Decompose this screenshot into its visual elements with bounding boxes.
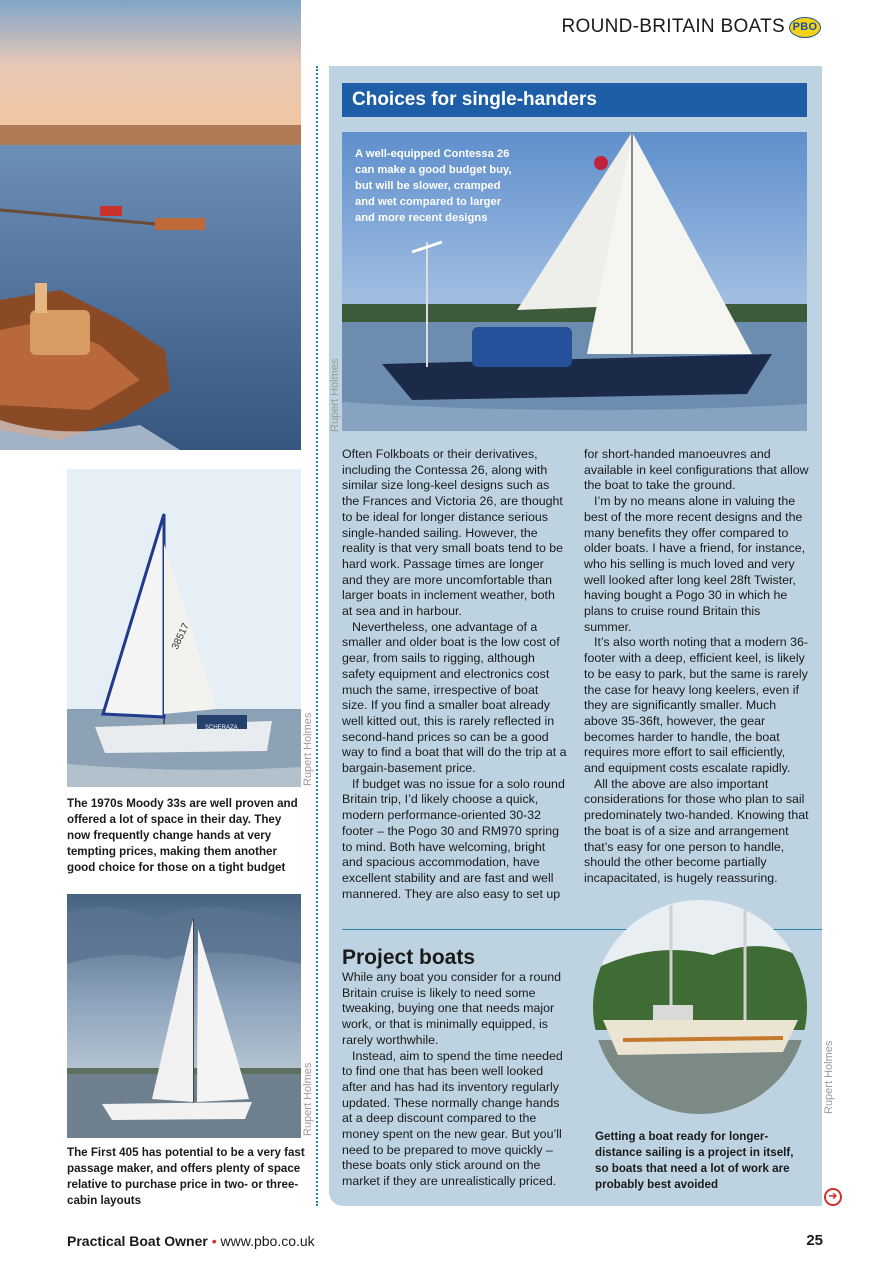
page-number: 25 [806,1232,823,1249]
contessa-photo [342,132,807,431]
footer-url[interactable]: www.pbo.co.uk [220,1233,315,1249]
moody-sail-number: 38517 [170,621,192,652]
pbo-logo: PBO [789,17,821,38]
footer-separator: • [211,1233,217,1249]
box-column-1 [342,447,567,902]
box-col1-para-3: If budget was no issue for a solo round Britain trip, I’d likely choose a quick, modern performance-oriented 30-32 footer – the Pogo 30 and RM970 spring to mind. Both have welcoming, bright and spacious accommodation, have excellent stability and are fast and well mannered. They are also easy to set up [342,776,565,901]
column-divider [316,66,318,1206]
section-label [561,16,821,38]
box-column-2 [584,447,809,887]
first405-photo-credit: Rupert Holmes [302,1062,314,1136]
box-col1-para-1: Often Folkboats or their derivatives, including the Contessa 26, along with similar size long-keel designs such as the Frances and Victoria 26, are thought to be ideal for longer distance serious single-handed sailing. However, the reality is that very small boats tend to be hard work. Passage times are longer and they are more uncomfortable than larger boats in inclement weather, both at sea and in harbour. [342,447,564,619]
project-para-2: Instead, aim to spend the time needed to find one that has been well looked after and has had its inventory regularly updated. These normally change hands at a deep discount compared to the money spent on the new gear. But you’ll need to be prepared to move quickly – these boats only stick around on the market if they are unrealistically priced. [342,1048,563,1189]
contessa-photo-credit: Rupert Holmes [329,358,341,432]
aerial-photo [0,0,301,450]
box-col2-para-1: for short-handed manoeuvres and available in keel configurations that allow the boat to take the ground. [584,447,809,493]
moody-photo [67,469,301,787]
first405-caption: The First 405 has potential to be a very fast passage maker, and offers plenty of space relative to purchase price in two- or three-cabin layouts [67,1146,305,1207]
box-col1-para-2: Nevertheless, one advantage of a smaller and older boat is the low cost of gear, from sails to rigging, although safety equipment and electronics cost much the same, irrespective of boat size. If you find a smaller boat already well kitted out, this is rarely reflected in second-hand prices so can be a good way to find a boat that will do the trip at a bargain-basement price. [342,619,567,776]
box-title: Choices for single-handers [342,83,807,117]
section-title: ROUND-BRITAIN BOATS [561,16,785,37]
contessa-caption: A well-equipped Contessa 26 can make a good budget buy, but will be slower, cramped and wet compared to larger and more recent designs [355,148,512,224]
moody-hull-name: SCHERAZA [205,725,238,731]
magazine-name: Practical Boat Owner [67,1233,208,1249]
box-col2-para-2: I’m by no means alone in valuing the best of the more recent designs and the many benefits they offer compared to older boats. I have a friend, for instance, who his selling is much loved and very well looked after long keel 28ft Twister, having bought a Pogo 30 in which he plans to cruise round Britain this summer. [584,494,806,634]
project-boat-photo [593,900,807,1114]
box-col2-para-3: It’s also worth noting that a modern 36-footer with a deep, efficient keel, is likely to be easy to park, but the same is rarely the case for heavy long keelers, even if they are significantly smaller. Much above 35-36ft, however, the gear becomes harder to handle, the boat requires more effort to sail efficiently, and equipment costs escalate rapidly. [584,635,808,776]
project-photo-credit: Rupert Holmes [823,1040,835,1114]
project-text [342,970,567,1190]
project-para-1: While any boat you consider for a round Britain cruise is likely to need some tweaking, buying one that needs major work, or that is minimally equipped, is rarely worthwhile. [342,970,562,1047]
project-photo-caption: Getting a boat ready for longer-distance sailing is a project in itself, so boats that need a lot of work are probably best avoided [595,1130,794,1191]
first405-photo [67,894,301,1138]
continue-arrow-icon: ➔ [824,1188,842,1206]
moody-caption: The 1970s Moody 33s are well proven and offered a lot of space in their day. They now frequently change hands at very tempting prices, making them another good choice for those on a tight budget [67,797,298,874]
project-boats-heading: Project boats [342,946,476,969]
box-col2-para-4: All the above are also important considerations for those who plan to sail predominately two-handed. Knowing that the boat is of a size and arrangement that’s easy for one person to handle, should the other become partially incapacitated, is hugely reassuring. [584,776,809,885]
moody-photo-credit: Rupert Holmes [302,712,314,786]
footer [67,1233,315,1249]
